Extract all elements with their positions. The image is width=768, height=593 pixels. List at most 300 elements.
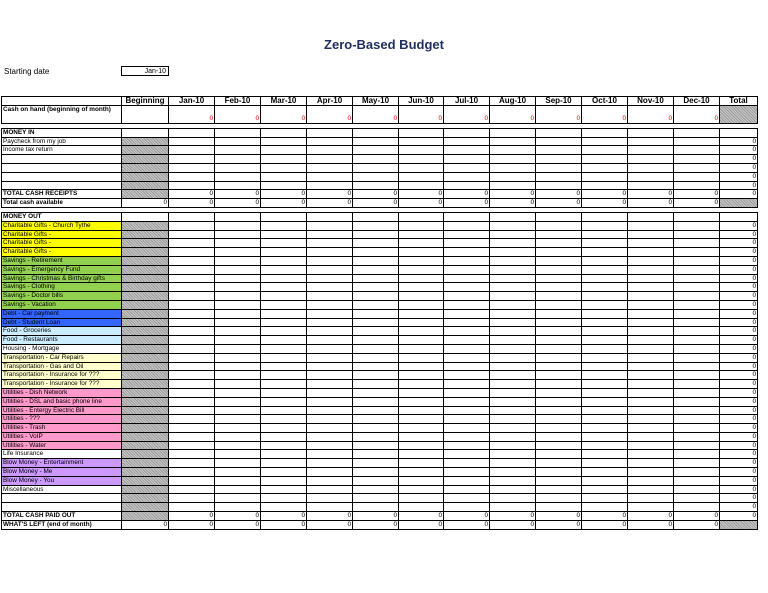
cell[interactable]	[628, 163, 674, 172]
cell[interactable]	[261, 380, 307, 389]
row-label[interactable]	[2, 181, 122, 190]
cell[interactable]	[261, 476, 307, 485]
cell[interactable]	[674, 485, 720, 494]
cell[interactable]	[261, 274, 307, 283]
cell[interactable]	[582, 283, 628, 292]
cell[interactable]	[261, 309, 307, 318]
cell[interactable]	[169, 318, 215, 327]
cell[interactable]	[536, 336, 582, 345]
cell[interactable]	[628, 476, 674, 485]
cell[interactable]	[215, 230, 261, 239]
cell[interactable]	[444, 137, 490, 146]
cell[interactable]	[628, 503, 674, 512]
cell[interactable]	[628, 371, 674, 380]
cell[interactable]	[674, 300, 720, 309]
cell[interactable]	[536, 424, 582, 433]
cell[interactable]	[490, 256, 536, 265]
cell[interactable]	[399, 230, 444, 239]
cell[interactable]	[628, 172, 674, 181]
cell[interactable]	[169, 380, 215, 389]
row-label[interactable]	[2, 494, 122, 503]
cell[interactable]	[582, 172, 628, 181]
cell[interactable]	[261, 248, 307, 257]
cell[interactable]	[628, 441, 674, 450]
cell[interactable]	[399, 336, 444, 345]
cell[interactable]	[169, 230, 215, 239]
cell[interactable]	[582, 137, 628, 146]
cell[interactable]	[490, 494, 536, 503]
cell[interactable]	[169, 248, 215, 257]
cell[interactable]	[628, 300, 674, 309]
cell[interactable]	[628, 137, 674, 146]
cell[interactable]	[307, 230, 353, 239]
cell[interactable]	[307, 137, 353, 146]
cell[interactable]	[169, 292, 215, 301]
row-label[interactable]: Debt - Student Loan	[2, 318, 122, 327]
cell[interactable]	[536, 476, 582, 485]
row-label[interactable]: Utilities - Entergy Electric Bill	[2, 406, 122, 415]
cell[interactable]	[536, 256, 582, 265]
cell[interactable]	[353, 388, 399, 397]
cell[interactable]	[582, 388, 628, 397]
cell[interactable]	[628, 221, 674, 230]
cell[interactable]	[353, 181, 399, 190]
cell[interactable]	[536, 485, 582, 494]
cell[interactable]	[169, 494, 215, 503]
cell[interactable]	[353, 503, 399, 512]
cell[interactable]	[215, 172, 261, 181]
cell[interactable]	[582, 292, 628, 301]
cell[interactable]	[261, 441, 307, 450]
cell[interactable]	[399, 468, 444, 477]
cell[interactable]	[674, 172, 720, 181]
cell[interactable]	[536, 459, 582, 468]
cell[interactable]	[261, 146, 307, 155]
cell[interactable]	[261, 424, 307, 433]
cell[interactable]	[215, 163, 261, 172]
cell[interactable]	[399, 388, 444, 397]
cell[interactable]	[215, 450, 261, 459]
cell[interactable]	[261, 468, 307, 477]
cell[interactable]	[444, 476, 490, 485]
cell[interactable]	[628, 336, 674, 345]
row-label[interactable]	[2, 503, 122, 512]
cell[interactable]	[169, 221, 215, 230]
row-label[interactable]: Income tax return	[2, 146, 122, 155]
cell[interactable]	[215, 336, 261, 345]
cell[interactable]	[261, 181, 307, 190]
cell[interactable]	[490, 432, 536, 441]
cell[interactable]	[353, 415, 399, 424]
cell[interactable]	[490, 163, 536, 172]
cell[interactable]	[536, 163, 582, 172]
cell[interactable]	[536, 309, 582, 318]
cell[interactable]	[490, 274, 536, 283]
cell[interactable]	[628, 256, 674, 265]
cell[interactable]	[307, 248, 353, 257]
cell[interactable]	[307, 362, 353, 371]
cell[interactable]	[674, 468, 720, 477]
row-label[interactable]: Charitable Gifts -	[2, 239, 122, 248]
cell[interactable]	[582, 146, 628, 155]
row-label[interactable]: Savings - Emergency Fund	[2, 265, 122, 274]
cell[interactable]	[490, 441, 536, 450]
cell[interactable]	[582, 318, 628, 327]
cell[interactable]	[444, 468, 490, 477]
cell[interactable]	[674, 221, 720, 230]
cell[interactable]	[490, 230, 536, 239]
cell[interactable]	[444, 406, 490, 415]
cell[interactable]	[444, 172, 490, 181]
cell[interactable]	[674, 137, 720, 146]
cell[interactable]	[307, 459, 353, 468]
cell[interactable]	[261, 283, 307, 292]
cell[interactable]	[536, 503, 582, 512]
cell[interactable]	[582, 485, 628, 494]
cell[interactable]	[628, 265, 674, 274]
cell[interactable]	[215, 485, 261, 494]
cell[interactable]	[353, 336, 399, 345]
cell[interactable]	[582, 362, 628, 371]
cell[interactable]	[536, 397, 582, 406]
cell[interactable]	[215, 388, 261, 397]
cell[interactable]	[261, 485, 307, 494]
cell[interactable]	[628, 494, 674, 503]
cell[interactable]	[399, 371, 444, 380]
cell[interactable]	[582, 415, 628, 424]
cell[interactable]	[444, 441, 490, 450]
cell[interactable]	[444, 380, 490, 389]
cell[interactable]	[169, 468, 215, 477]
row-label[interactable]: Transportation - Car Repairs	[2, 353, 122, 362]
cell[interactable]	[444, 432, 490, 441]
cell[interactable]	[261, 344, 307, 353]
row-label[interactable]: Utilities - DSL and basic phone line	[2, 397, 122, 406]
cell[interactable]	[444, 503, 490, 512]
cell[interactable]	[628, 344, 674, 353]
cell[interactable]	[444, 239, 490, 248]
cell[interactable]	[444, 292, 490, 301]
cell[interactable]	[169, 459, 215, 468]
cell[interactable]	[215, 503, 261, 512]
cell[interactable]	[399, 362, 444, 371]
cell[interactable]	[490, 459, 536, 468]
cell[interactable]	[261, 371, 307, 380]
cell[interactable]	[582, 380, 628, 389]
cell[interactable]	[307, 318, 353, 327]
cell[interactable]	[536, 406, 582, 415]
cell[interactable]	[169, 371, 215, 380]
cell[interactable]	[215, 468, 261, 477]
cell[interactable]	[353, 485, 399, 494]
cell[interactable]	[307, 441, 353, 450]
cell[interactable]	[490, 476, 536, 485]
cell[interactable]	[399, 239, 444, 248]
cell[interactable]	[490, 265, 536, 274]
cell[interactable]	[261, 459, 307, 468]
cell[interactable]	[490, 344, 536, 353]
cell[interactable]	[307, 397, 353, 406]
cell[interactable]	[353, 146, 399, 155]
cell[interactable]	[307, 353, 353, 362]
cell[interactable]	[307, 485, 353, 494]
cell[interactable]	[215, 283, 261, 292]
cell[interactable]	[490, 239, 536, 248]
cell[interactable]	[353, 137, 399, 146]
cell[interactable]	[490, 283, 536, 292]
cell[interactable]	[307, 494, 353, 503]
cell[interactable]	[399, 459, 444, 468]
cell[interactable]	[674, 441, 720, 450]
cell[interactable]	[215, 239, 261, 248]
cell[interactable]	[582, 494, 628, 503]
cell[interactable]	[674, 163, 720, 172]
cell[interactable]	[169, 181, 215, 190]
cell[interactable]	[628, 485, 674, 494]
cell[interactable]	[307, 327, 353, 336]
cell[interactable]	[582, 274, 628, 283]
cell[interactable]	[674, 362, 720, 371]
cell[interactable]	[307, 468, 353, 477]
cell[interactable]	[169, 137, 215, 146]
cell[interactable]	[490, 300, 536, 309]
row-label[interactable]: Utilities - ???	[2, 415, 122, 424]
cell[interactable]	[307, 476, 353, 485]
cell[interactable]	[674, 181, 720, 190]
cell[interactable]	[261, 155, 307, 164]
cell[interactable]	[353, 441, 399, 450]
cell[interactable]	[169, 274, 215, 283]
cell[interactable]	[261, 318, 307, 327]
cell[interactable]	[169, 388, 215, 397]
cell[interactable]	[399, 181, 444, 190]
cell[interactable]	[628, 380, 674, 389]
cell[interactable]	[399, 441, 444, 450]
cell[interactable]	[490, 155, 536, 164]
cell[interactable]	[490, 327, 536, 336]
cell[interactable]	[674, 371, 720, 380]
row-label[interactable]: Transportation - Insurance for ???	[2, 371, 122, 380]
cell[interactable]	[307, 256, 353, 265]
row-label[interactable]: Food - Restaurants	[2, 336, 122, 345]
cell[interactable]	[261, 362, 307, 371]
cell[interactable]	[399, 221, 444, 230]
cell[interactable]	[353, 432, 399, 441]
cell[interactable]	[582, 155, 628, 164]
cell[interactable]	[353, 283, 399, 292]
cell[interactable]	[490, 172, 536, 181]
cell[interactable]	[444, 265, 490, 274]
cell[interactable]	[674, 336, 720, 345]
cell[interactable]	[674, 239, 720, 248]
cell[interactable]	[628, 155, 674, 164]
cell[interactable]	[169, 424, 215, 433]
cell[interactable]	[399, 327, 444, 336]
row-label[interactable]: Housing - Mortgage	[2, 344, 122, 353]
cell[interactable]	[215, 406, 261, 415]
cell[interactable]	[399, 424, 444, 433]
cell[interactable]	[169, 415, 215, 424]
cell[interactable]	[536, 292, 582, 301]
cell[interactable]	[307, 309, 353, 318]
cell[interactable]	[353, 424, 399, 433]
cell[interactable]	[261, 265, 307, 274]
row-label[interactable]: Food - Groceries	[2, 327, 122, 336]
cell[interactable]	[536, 274, 582, 283]
cell[interactable]	[399, 283, 444, 292]
cell[interactable]	[582, 230, 628, 239]
cell[interactable]	[169, 146, 215, 155]
cell[interactable]	[444, 256, 490, 265]
cell[interactable]	[399, 476, 444, 485]
cell[interactable]	[490, 137, 536, 146]
cell[interactable]	[169, 239, 215, 248]
cell[interactable]	[536, 283, 582, 292]
row-label[interactable]: Transportation - Insurance for ???	[2, 380, 122, 389]
cell[interactable]	[353, 459, 399, 468]
cell[interactable]	[353, 248, 399, 257]
row-label[interactable]: Savings - Christmas & Birthday gifts	[2, 274, 122, 283]
cell[interactable]	[261, 137, 307, 146]
cell[interactable]	[628, 415, 674, 424]
cell[interactable]	[169, 432, 215, 441]
cell[interactable]	[353, 353, 399, 362]
cell[interactable]	[674, 476, 720, 485]
cell[interactable]	[353, 265, 399, 274]
cell[interactable]	[628, 459, 674, 468]
cell[interactable]	[628, 292, 674, 301]
cell[interactable]	[261, 292, 307, 301]
cell[interactable]	[582, 239, 628, 248]
cell[interactable]	[399, 137, 444, 146]
cell[interactable]	[490, 485, 536, 494]
cell[interactable]	[353, 256, 399, 265]
cell[interactable]	[582, 424, 628, 433]
cell[interactable]	[674, 424, 720, 433]
cell[interactable]	[444, 362, 490, 371]
row-label[interactable]	[2, 172, 122, 181]
cell[interactable]	[215, 137, 261, 146]
cell[interactable]	[399, 380, 444, 389]
cell[interactable]	[674, 344, 720, 353]
cell[interactable]	[307, 336, 353, 345]
cell[interactable]	[353, 380, 399, 389]
cell[interactable]	[490, 309, 536, 318]
cell[interactable]	[215, 371, 261, 380]
cell[interactable]	[444, 283, 490, 292]
cell[interactable]	[307, 415, 353, 424]
cell[interactable]	[353, 230, 399, 239]
cell[interactable]	[490, 248, 536, 257]
cell[interactable]	[582, 441, 628, 450]
cell[interactable]	[307, 239, 353, 248]
cell[interactable]	[169, 256, 215, 265]
cell[interactable]	[169, 336, 215, 345]
cell[interactable]	[444, 146, 490, 155]
row-label[interactable]	[2, 155, 122, 164]
cell[interactable]	[307, 432, 353, 441]
cell[interactable]	[536, 248, 582, 257]
cell[interactable]	[490, 221, 536, 230]
cell[interactable]	[628, 327, 674, 336]
cell[interactable]	[169, 163, 215, 172]
cell[interactable]	[582, 336, 628, 345]
cell[interactable]	[399, 309, 444, 318]
cell[interactable]	[215, 274, 261, 283]
cell[interactable]	[169, 283, 215, 292]
row-label[interactable]: Miscellaneous	[2, 485, 122, 494]
cell[interactable]	[307, 283, 353, 292]
cell[interactable]	[444, 327, 490, 336]
cell[interactable]	[444, 163, 490, 172]
cell[interactable]	[399, 415, 444, 424]
cell[interactable]	[444, 274, 490, 283]
cell[interactable]	[582, 327, 628, 336]
cell[interactable]	[444, 424, 490, 433]
cell[interactable]	[215, 362, 261, 371]
cell[interactable]	[674, 459, 720, 468]
cell[interactable]	[169, 155, 215, 164]
cell[interactable]	[536, 146, 582, 155]
cell[interactable]	[674, 256, 720, 265]
cell[interactable]	[261, 300, 307, 309]
cell[interactable]	[490, 292, 536, 301]
cell[interactable]	[444, 309, 490, 318]
cell[interactable]	[674, 318, 720, 327]
cell[interactable]	[674, 155, 720, 164]
cell[interactable]	[536, 172, 582, 181]
cell[interactable]	[215, 256, 261, 265]
cell[interactable]	[307, 155, 353, 164]
cell[interactable]	[490, 353, 536, 362]
cell[interactable]	[307, 380, 353, 389]
row-label[interactable]: Charitable Gifts - Church Tythe	[2, 221, 122, 230]
cell[interactable]	[674, 353, 720, 362]
cell[interactable]	[215, 155, 261, 164]
cell[interactable]	[399, 172, 444, 181]
cell[interactable]	[490, 388, 536, 397]
cell[interactable]	[215, 309, 261, 318]
cell[interactable]	[536, 494, 582, 503]
cell[interactable]	[674, 432, 720, 441]
cell[interactable]	[582, 476, 628, 485]
row-label[interactable]: Blow Money - You	[2, 476, 122, 485]
cell[interactable]	[490, 336, 536, 345]
cell[interactable]	[628, 230, 674, 239]
cell[interactable]	[399, 300, 444, 309]
cell[interactable]	[444, 388, 490, 397]
cell[interactable]	[536, 230, 582, 239]
cell[interactable]	[536, 221, 582, 230]
cell[interactable]	[169, 406, 215, 415]
cell[interactable]	[674, 388, 720, 397]
cell[interactable]	[307, 181, 353, 190]
cell[interactable]	[582, 432, 628, 441]
cell[interactable]	[582, 248, 628, 257]
cell[interactable]	[307, 424, 353, 433]
row-label[interactable]: Life Insurance	[2, 450, 122, 459]
cell[interactable]	[169, 353, 215, 362]
cell[interactable]	[536, 450, 582, 459]
row-label[interactable]: Paycheck from my job	[2, 137, 122, 146]
cell[interactable]	[353, 239, 399, 248]
cell[interactable]	[490, 397, 536, 406]
cell[interactable]	[674, 146, 720, 155]
cell[interactable]	[399, 353, 444, 362]
cell[interactable]	[536, 415, 582, 424]
cell[interactable]	[399, 503, 444, 512]
cell[interactable]	[674, 380, 720, 389]
